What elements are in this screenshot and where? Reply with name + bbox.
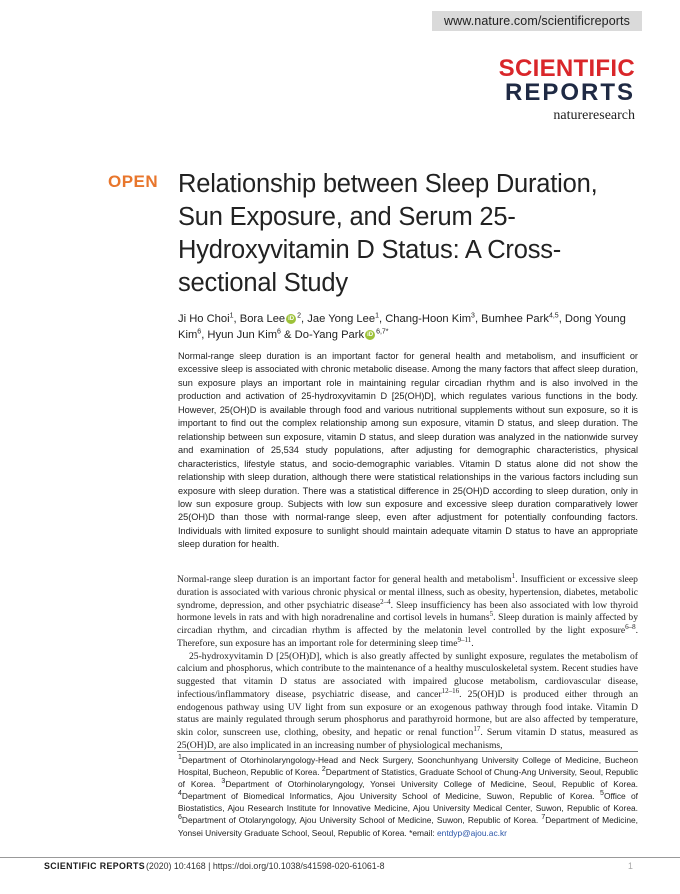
author-name[interactable]: Chang-Hoon Kim <box>385 313 472 325</box>
author-list: Ji Ho Choi$^1$, Bora Lee iD $^2$, Jae Yong Lee$^1$, Chang-Hoon Kim$^3$, Bumhee Park$^{4,5}$, Dong Young Kim$^6$, Hyun Jun Kim$^6$ & Do-Yang Park iD $^{6,7*}$ <box>178 312 626 341</box>
footer-citation-doi[interactable]: (2020) 10:4168 | https://doi.org/10.1038/s41598-020-61061-8 <box>146 861 385 871</box>
citation-ref[interactable]: 12–16 <box>441 686 460 695</box>
footer-journal-name: SCIENTIFIC REPORTS <box>44 861 146 871</box>
logo-line-reports: REPORTS <box>504 79 635 106</box>
orcid-icon[interactable]: iD <box>288 316 295 323</box>
affiliation-ref: 1 <box>375 312 379 320</box>
citation-ref[interactable]: 1 <box>511 571 516 580</box>
author-name[interactable]: Bora Lee <box>239 313 286 325</box>
affiliation-ref: 2 <box>297 312 302 320</box>
affiliation-ref: 3 <box>471 312 475 320</box>
author-name[interactable]: Ji Ho Choi <box>178 313 230 325</box>
author-name[interactable]: Bumhee Park <box>481 313 549 325</box>
affiliation-ref: 6 <box>277 328 281 336</box>
author-name[interactable]: Jae Yong Lee <box>307 313 376 325</box>
citation-ref[interactable]: 2–4 <box>380 597 391 606</box>
affiliation-ref: 6,7* <box>376 328 389 336</box>
citation-ref[interactable]: 9–11 <box>457 635 472 644</box>
footer-divider <box>0 857 680 858</box>
logo-line-scientific: SCIENTIFIC <box>498 55 635 82</box>
citation-ref[interactable]: 5 <box>489 610 494 619</box>
journal-url[interactable]: www.nature.com/scientificreports <box>432 11 642 31</box>
footnote-divider <box>177 751 638 752</box>
article-title: Relationship between Sleep Duration, Sun Exposure, and Serum 25-Hydroxyvitamin D Status: A Cross-sectional Study <box>178 170 598 297</box>
abstract: Normal-range sleep duration is an important factor for general health and metabolism, and insufficient or excessive sleep is associated with chronic metabolic disease. Among the many factors that affect sleep duration, sun exposure plays an important role in maintaining regular circadian rhythm and is also involved in the production and activation of 25-hydroxyvitamin D [25(OH)D], which regulates various functions in the body. However, 25(OH)D is available through food and various nutritional supplements without sun exposure, so it is important to find out the complex relationship among sun exposure, vitamin D status, and sleep duration. The relationship between sun exposure, vitamin D status, and sleep duration was analyzed in the nationwide survey and examination of 25,534 study populations, after adjusting for demographic characteristics, physical characteristics, lifestyle status, and socio-demographic variables. Vitamin D status alone did not show the relationship with sleep duration, although there were statistical relationships in the various factors including sun exposure with sleep duration. There was a statistical difference in 25(OH)D according to sleep duration, only in low sun exposure group. Subjects with low sun exposure and excessive sleep duration comparatively lower 25(OH)D than those with normal-range sleep, even after adjustment for potentially confounding factors. Individuals with limited exposure to sunlight should maintain adequate vitamin D status to have an appropriate sleep duration for health. <box>178 351 638 550</box>
paragraph: Normal-range sleep duration is an important factor for general health and metabolism$^1$. Insufficient or excessive sleep duration is associated with various chronic physical or mental illness, such as obesity, hypertension, diabetes, metabolic syndrome, depression, and other psychiatric disease$^{2-4}$. Sleep insufficiency has been also associated with low thyroid hormone levels in rats and with high noradrenaline and cortisol levels in humans$^5$. Sleep duration is mainly affected by circadian rhythm, and circadian rhythm is affected by the melatonin level controlled by the light exposure$^{6-8}$. Therefore, sun exposure has an important role for determining sleep time$^{9-11}$. <box>177 571 638 649</box>
affiliation-ref: 6 <box>197 328 202 336</box>
affiliation-ref: 4,5 <box>548 312 559 320</box>
citation-ref[interactable]: 6–8 <box>625 622 636 631</box>
journal-logo <box>470 57 635 124</box>
author-name[interactable]: Do-Yang Park <box>294 329 365 341</box>
affiliation-ref: 1 <box>229 312 234 320</box>
corresponding-email-link[interactable]: entdyp@ajou.ac.kr <box>437 827 507 838</box>
page-number: 1 <box>628 861 633 871</box>
affiliations-footnote: $^1$Department of Otorhinolaryngology-Head and Neck Surgery, Soonchunhyang University College of Medicine, Bucheon Hospital, Bucheon, Republic of Korea. $^2$Department of Statistics, Graduate School of Chung-Ang University, Seoul, Republic of Korea. $^3$Department of Otorhinolaryngology, Yonsei University College of Medicine, Seoul, Republic of Korea. $^4$Department of Biomedical Informatics, Ajou University School of Medicine, Suwon, Republic of Korea. $^5$Office of Biostatistics, Ajou Research Institute for Innovative Medicine, Ajou University Medical Center, Suwon, Republic of Korea. $^6$Department of Otolaryngology, Ajou University School of Medicine, Suwon, Republic of Korea. $^7$Department of Medicine, Yonsei University Graduate School, Seoul, Republic of Korea. *email: entdyp@ajou.ac.kr <box>178 754 639 838</box>
paragraph: 25-hydroxyvitamin D [25(OH)D], which is also greatly affected by sunlight exposure, regulates the metabolism of calcium and phosphorus, which contribute to the maintenance of a healthy musculoskeletal system. Recent studies have suggested that vitamin D status are associated with impaired glucose metabolism, cardiovascular disease, infectious/inflammatory disease, psychiatric disease, and cancer$^{12-16}$. 25(OH)D is produced either through an endogenous pathway using UV light from sun exposure or an exogenous pathway through food intake. Vitamin D status are mainly regulated through serum phosphorus and parathyroid hormone, but are also affected by temperature, skin color, sunscreen use, clothing, obesity, and hepatic or renal function$^{17}$. Serum vitamin D status, measured as 25(OH)D, are also implicated in an increasing number of physiological mechanisms, <box>177 650 639 751</box>
publisher-name: natureresearch <box>553 108 635 123</box>
orcid-icon[interactable]: iD <box>367 332 374 339</box>
body-text <box>177 571 639 753</box>
citation-ref[interactable]: 17 <box>473 724 481 733</box>
open-access-badge: OPEN <box>108 172 159 191</box>
author-name[interactable]: Hyun Jun Kim <box>207 329 278 341</box>
author-name[interactable]: Dong Young Kim <box>178 313 626 341</box>
